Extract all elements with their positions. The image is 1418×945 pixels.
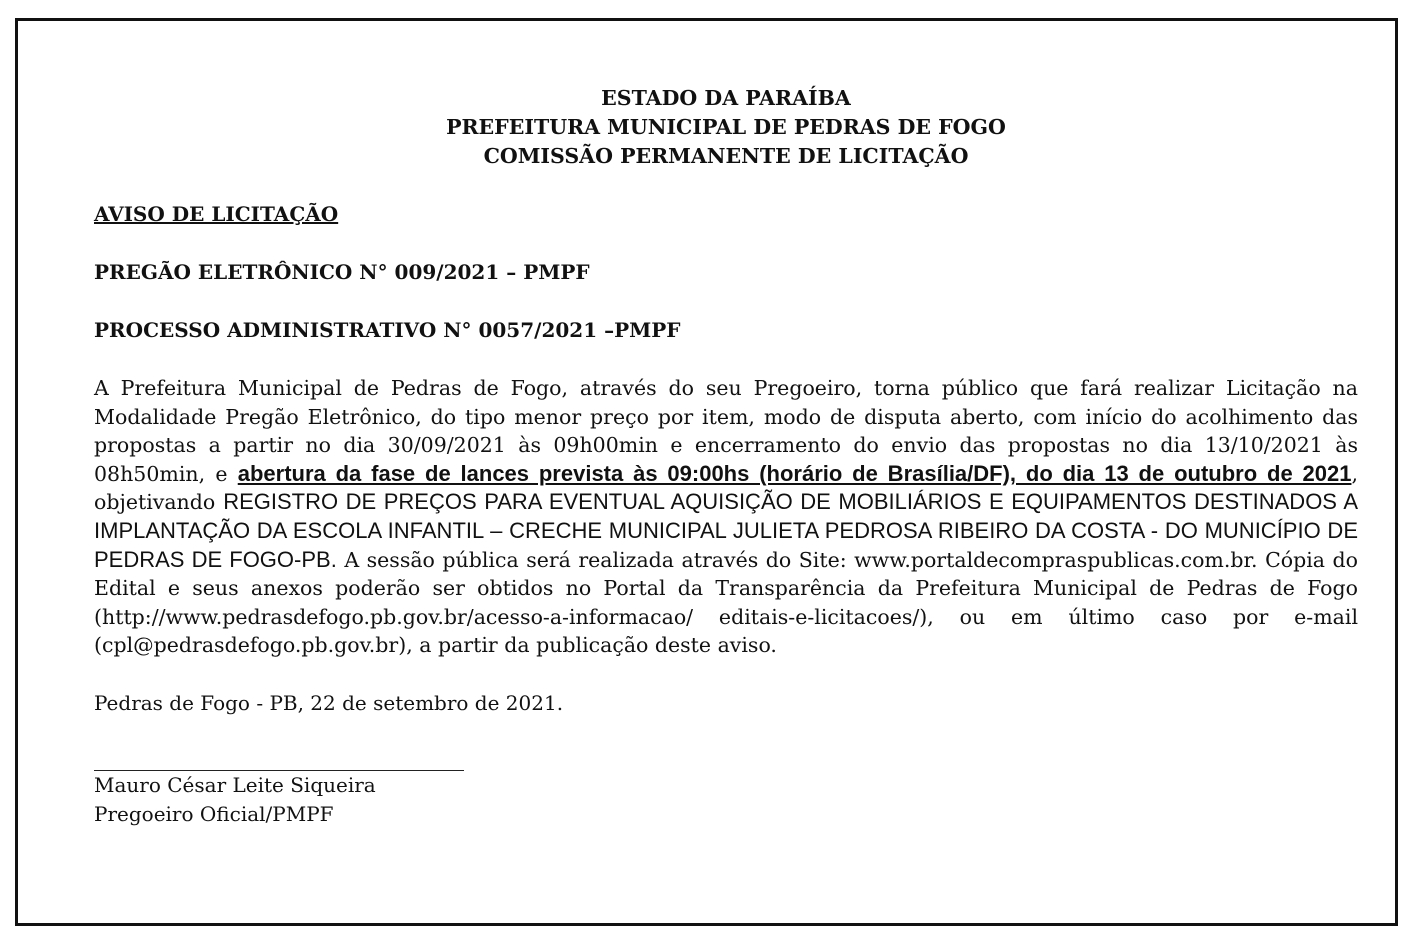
notice-title: AVISO DE LICITAÇÃO xyxy=(94,202,339,226)
body-intro: A Prefeitura Municipal de Pedras de Fogo, através do seu Pregoeiro, torna público que fará realizar Licitação na Modalidade Pregão Eletrônico, do tipo menor preço por item, modo de disputa aberto, com início do acolhimento das propostas a partir no dia 30/09/2021 às 09h00min e encerramento do envio das propostas no dia 13/10/2021 às 08h50min, e xyxy=(94,376,1358,486)
body-object: REGISTRO DE PREÇOS PARA EVENTUAL AQUISIÇÃO DE MOBILIÁRIOS E EQUIPAMENTOS DESTINADOS A IMPLANTAÇÃO DA ESCOLA INFANTIL – CRECHE MUNICIPAL JULIETA PEDROSA RIBEIRO DA COSTA - DO MUNICÍPIO DE PEDRAS DE FOGO-PB. xyxy=(94,489,1358,572)
signatory-role: Pregoeiro Oficial/PMPF xyxy=(94,801,334,826)
body-session-info: A sessão pública será realizada através do Site: www.portaldecompraspublicas.com.br. Cópia do Edital e seus anexos poderão ser obtidos no Portal da Transparência da Prefeitura Municipal de Pedras de Fogo (http://www.pedrasdefogo.pb.gov.br/acesso-a-informacao/ editais-e-licitacoes/), ou em último caso por e-mail (cpl@pedrasdefogo.pb.gov.br), a partir da publicação deste aviso. xyxy=(94,547,1358,658)
date-line: Pedras de Fogo - PB, 22 de setembro de 2021. xyxy=(94,690,564,715)
signatory-name: Mauro César Leite Siqueira xyxy=(94,772,376,797)
processo-number: PROCESSO ADMINISTRATIVO N° 0057/2021 –PMPF xyxy=(94,318,681,342)
header-state: ESTADO DA PARAÍBA xyxy=(601,86,851,110)
header-prefecture: PREFEITURA MUNICIPAL DE PEDRAS DE FOGO xyxy=(446,115,1006,139)
notice-body xyxy=(94,374,1358,660)
header-commission: COMISSÃO PERMANENTE DE LICITAÇÃO xyxy=(483,144,969,168)
body-objective-lead: , objetivando xyxy=(94,461,1358,515)
body-bidding-opening: abertura da fase de lances prevista às 09:00hs (horário de Brasília/DF), do dia 13 de outubro de 2021 xyxy=(237,460,1352,486)
signature-line xyxy=(94,747,464,771)
notice-content xyxy=(94,84,1358,829)
notice-header xyxy=(94,84,1358,171)
pregao-number: PREGÃO ELETRÔNICO N° 009/2021 – PMPF xyxy=(94,260,590,284)
